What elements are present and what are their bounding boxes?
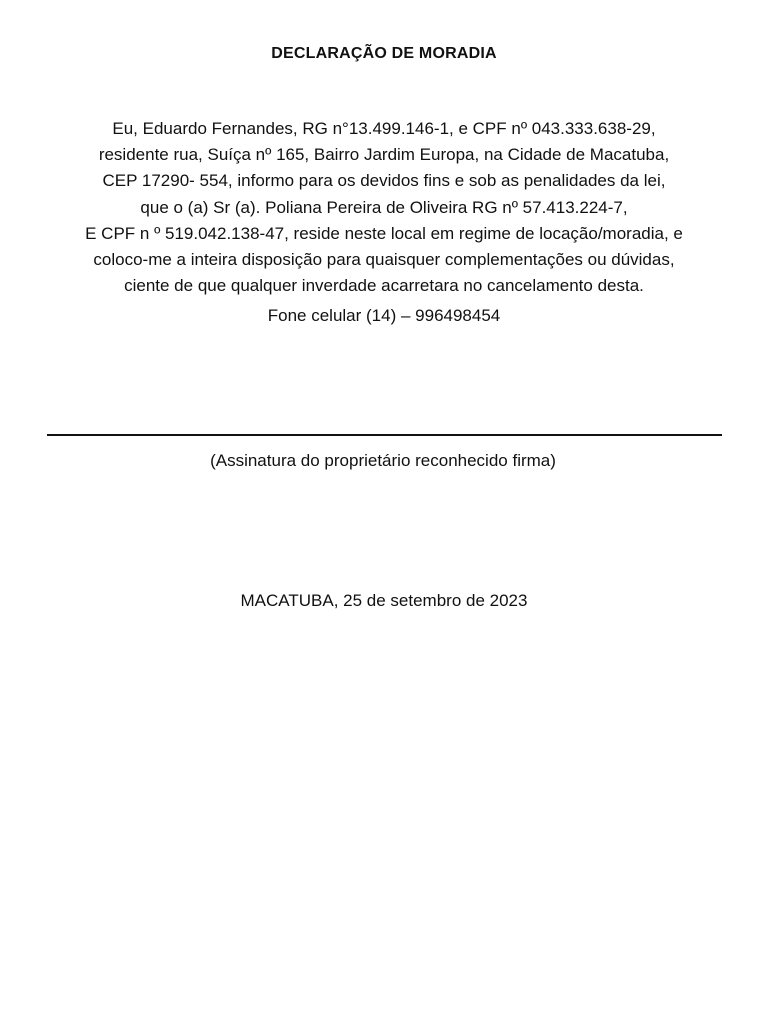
phone-line: Fone celular (14) – 996498454 (267, 306, 501, 325)
signature-caption: (Assinatura do proprietário reconhecido firma) (210, 451, 556, 470)
body-line: E CPF n º 519.042.138-47, reside neste local em regime de locação/moradia, e (85, 223, 683, 243)
body-line: que o (a) Sr (a). Poliana Pereira de Oliveira RG nº 57.413.224-7, (140, 197, 628, 217)
body-line: residente rua, Suíça nº 165, Bairro Jardim Europa, na Cidade de Macatuba, (98, 145, 670, 165)
body-line: Eu, Eduardo Fernandes, RG n°13.499.146-1, e CPF nº 043.333.638-29, (112, 119, 656, 138)
body-line: coloco-me a inteira disposição para quaisquer complementações ou dúvidas, (93, 250, 675, 270)
body-line: ciente de que qualquer inverdade acarretara no cancelamento desta. (124, 276, 644, 296)
declaration-body (0, 116, 768, 299)
signature-line (47, 434, 722, 436)
date-place: MACATUBA, 25 de setembro de 2023 (240, 591, 528, 610)
document-title: DECLARAÇÃO DE MORADIA (271, 45, 497, 62)
body-line: CEP 17290- 554, informo para os devidos fins e sob as penalidades da lei, (102, 171, 666, 191)
